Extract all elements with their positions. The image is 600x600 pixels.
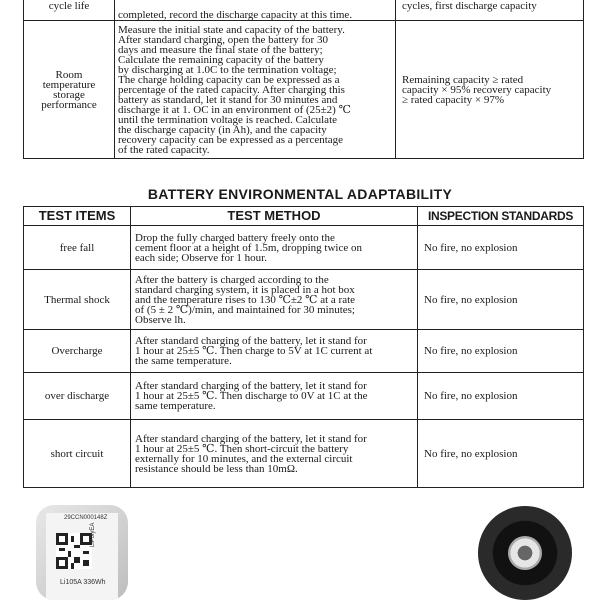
method-text: completed, record the discharge capacity at this time. (118, 9, 353, 21)
standard-cell: No fire, no explosion (418, 270, 584, 330)
method-line: The charge holding capacity can be expressed as a (118, 73, 340, 86)
method-line: and the temperature rises to 130 ℃±2 ℃ at a rate (135, 293, 356, 306)
standard-line: capacity × 95% recovery capacity (402, 83, 552, 96)
method-line: After standard charging, open the battery for 30 (118, 33, 328, 46)
method-line: each side; Observe for 1 hour. (135, 251, 267, 264)
item-cell: Overcharge (24, 330, 131, 373)
table-row (24, 0, 584, 21)
item-line: performance (41, 98, 97, 111)
method-line: cement floor at a height of 1.5m, dropping twice on (135, 241, 362, 254)
connector-wheel-photo (478, 506, 572, 600)
standard-cell (396, 0, 584, 21)
method-line: Measure the initial state and capacity of the battery. (118, 23, 345, 36)
item-cell: short circuit (24, 420, 131, 488)
table-row (24, 21, 584, 159)
header-test-items: TEST ITEMS (24, 207, 131, 226)
battery-cell-photo (36, 505, 128, 600)
method-line: by discharging at 1.0C to the termination voltage; (118, 63, 337, 76)
item-text: cycle life (48, 0, 90, 12)
header-row (24, 207, 584, 226)
item-line: storage (53, 88, 85, 101)
method-cell (131, 330, 418, 373)
method-cell (115, 0, 396, 21)
qr-code-icon (56, 533, 92, 569)
standard-cell: No fire, no explosion (418, 330, 584, 373)
header-inspection-standards: INSPECTION STANDARDS (418, 207, 584, 226)
cell-bottom-text: Li105A 336Wh (60, 579, 106, 586)
method-line: externally for 10 minutes, and the external circuit (135, 452, 353, 465)
method-line: the discharge capacity (in Ah), and the capacity (118, 123, 327, 136)
method-cell (131, 373, 418, 420)
method-line: standard charging system, it is placed in a hot box (135, 283, 355, 296)
cell-label (46, 513, 118, 600)
method-cell (115, 21, 396, 159)
method-line: the same temperature. (135, 355, 232, 367)
method-cell (131, 226, 418, 270)
standard-text: cycles, first discharge capacity (402, 0, 537, 12)
standard-cell (396, 21, 584, 159)
method-line: 1 hour at 25±5 ℃. Then discharge to 0V at 1C at the (135, 390, 368, 402)
method-line: 1 hour at 25±5 ℃. Then charge to 5V at 1C current at (135, 345, 373, 357)
method-line: percentage of the rated capacity. After charging this (118, 83, 345, 96)
method-line: After standard charging of the battery, let it stand for (135, 335, 367, 347)
standard-cell: No fire, no explosion (418, 226, 584, 270)
method-line: battery as standard, let it stand for 30 minutes and (118, 93, 338, 106)
item-cell: Thermal shock (24, 270, 131, 330)
table-row (24, 420, 584, 488)
method-line: Observe lh. (135, 313, 186, 326)
item-cell: over discharge (24, 373, 131, 420)
item-line: Room (55, 68, 83, 81)
method-line: same temperature. (135, 400, 216, 412)
method-line: days and measure the final state of the battery; (118, 43, 323, 56)
item-cell (24, 0, 115, 21)
method-line: After standard charging of the battery, let it stand for (135, 432, 367, 445)
performance-table (23, 0, 584, 159)
environmental-table (23, 206, 584, 488)
wheel-hub (508, 536, 542, 570)
header-test-method: TEST METHOD (131, 207, 418, 226)
table-row (24, 373, 584, 420)
method-cell (131, 420, 418, 488)
item-cell (24, 21, 115, 159)
section-title: BATTERY ENVIRONMENTAL ADAPTABILITY (147, 186, 453, 202)
method-line: After standard charging of the battery, let it stand for (135, 380, 367, 392)
method-line: After the battery is charged according to the (135, 273, 329, 286)
standard-cell: No fire, no explosion (418, 373, 584, 420)
standard-cell: No fire, no explosion (418, 420, 584, 488)
cell-side-text: LiPolyEA (90, 522, 96, 547)
method-line: resistance should be less than 10mΩ. (135, 462, 298, 475)
method-line: of the rated capacity. (118, 143, 210, 156)
table-row (24, 270, 584, 330)
method-line: 1 hour at 25±5 ℃. Then short-circuit the battery (135, 442, 349, 455)
table-row (24, 330, 584, 373)
cell-serial: 29CCN000148Z (64, 515, 108, 521)
method-line: of (5 ± 2 ℃)/min, and maintained for 30 minutes; (135, 303, 355, 316)
method-line: discharge it at 1. OC in an environment of (25±2) ℃ (118, 103, 351, 116)
method-line: recovery capacity can be expressed as a percentage (118, 133, 344, 146)
method-line: Drop the fully charged battery freely onto the (135, 231, 335, 244)
standard-line: Remaining capacity ≥ rated (402, 73, 524, 86)
standard-line: ≥ rated capacity × 97% (402, 93, 505, 106)
item-cell: free fall (24, 226, 131, 270)
method-line: Calculate the remaining capacity of the battery (118, 53, 324, 66)
table-row (24, 226, 584, 270)
item-line: temperature (42, 78, 96, 91)
method-cell (131, 270, 418, 330)
method-line: until the termination voltage is reached. Calculate (118, 113, 338, 126)
